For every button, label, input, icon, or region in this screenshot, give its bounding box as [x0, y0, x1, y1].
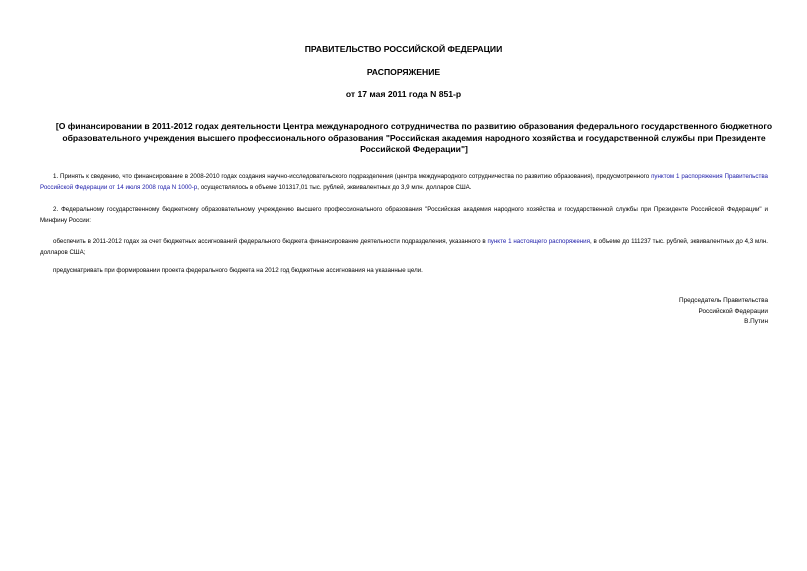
paragraph-1-text-before: 1. Принять к сведению, что финансирование в 2008-2010 годах создания научно-исследовательского подразделения (центра международного сотрудничества по развитию образования), предусмотренного	[53, 173, 652, 180]
document-date-number: от 17 мая 2011 года N 851-р	[345, 89, 462, 99]
paragraph-2: 2. Федеральному государственному бюджетному образовательному учреждению высшего профессионального образования "Российская академия народного хозяйства и государственной службы при Президенте Российской Федерации" и Минфину России:	[40, 206, 768, 224]
paragraph-3-text-before: обеспечить в 2011-2012 годах за счет бюджетных ассигнований федерального бюджета финансирование деятельности подразделения, указанного в	[53, 238, 488, 245]
paragraph-1-link[interactable]: пунктом 1 распоряжения Правительства Российской Федерации от 14 июля 2008 года N 1000-р	[40, 173, 768, 191]
paragraph-1-text-after: , осуществлялось в объеме 101317,01 тыс. рублей, эквивалентных до 3,9 млн. долларов США.	[197, 183, 472, 191]
paragraph-3-text-after: , в объеме до 111237 тыс. рублей, эквивалентных до 4,3 млн. долларов США;	[40, 238, 769, 256]
signature-name: В.Путин	[744, 318, 768, 325]
document-type: РАСПОРЯЖЕНИЕ	[366, 67, 441, 77]
government-header: ПРАВИТЕЛЬСТВО РОССИЙСКОЙ ФЕДЕРАЦИИ	[304, 44, 503, 54]
paragraph-3-link[interactable]: пункте 1 настоящего распоряжения	[487, 238, 590, 245]
paragraph-4: предусматривать при формировании проекта федерального бюджета на 2012 год бюджетные ассигнования на указанные цели.	[53, 267, 423, 274]
signature-block	[679, 296, 768, 328]
paragraph-1	[40, 172, 768, 193]
signature-position: Председатель Правительства	[679, 297, 768, 304]
paragraph-3	[40, 237, 768, 258]
document-title: [О финансировании в 2011-2012 годах деятельности Центра международного сотрудничества по развитию образования федерального государственного бюджетного образовательного учреждения высшего профессионального образования "Российская академия народного хозяйства и государственной службы при Президенте Российской Федерации"]	[55, 121, 773, 154]
signature-organization: Российской Федерации	[698, 307, 768, 315]
